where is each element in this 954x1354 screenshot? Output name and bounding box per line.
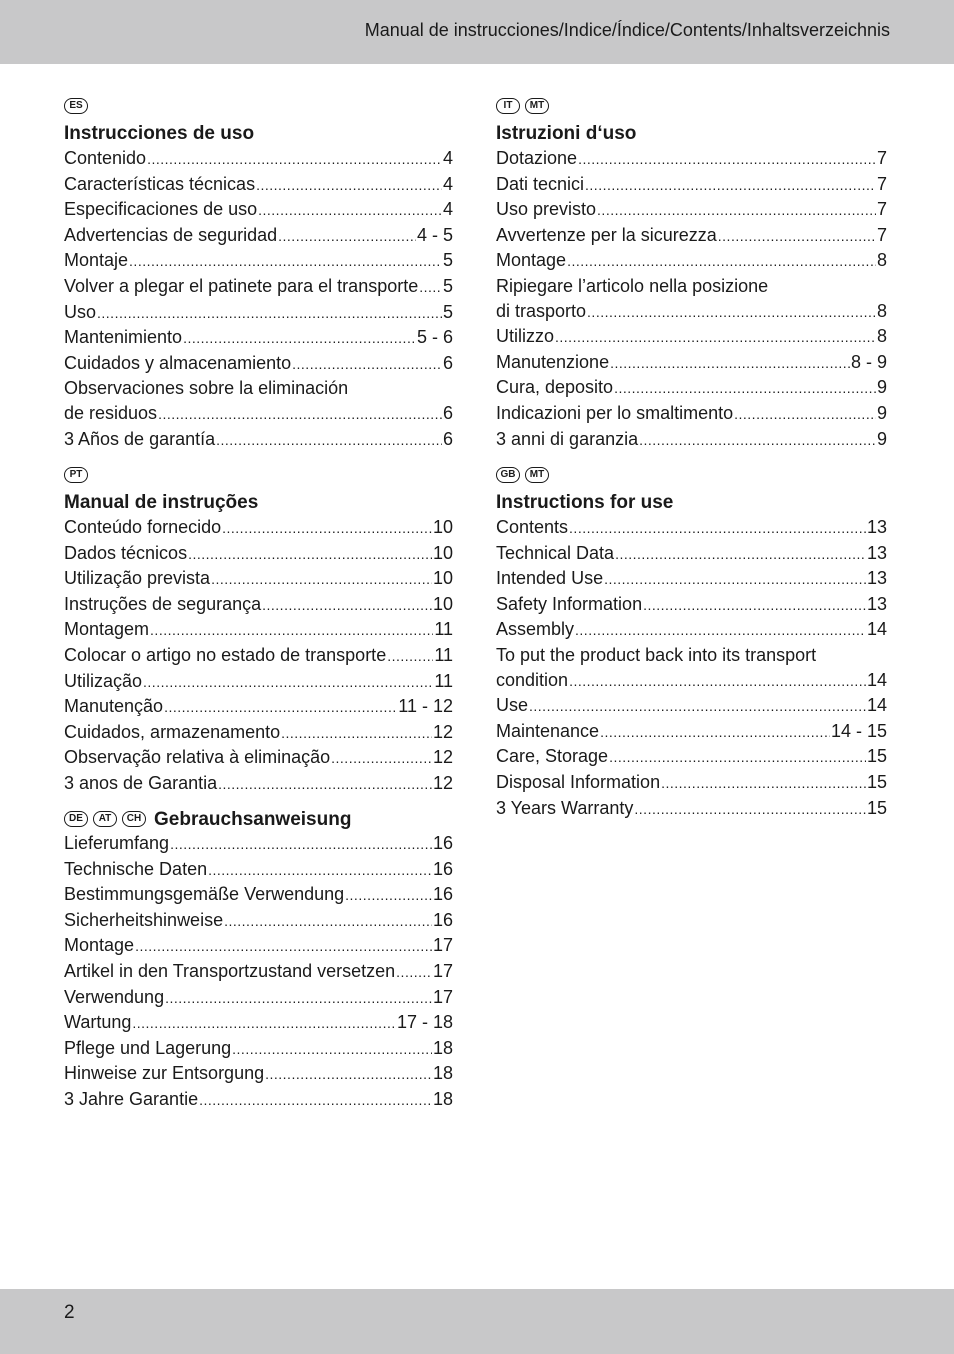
dot-leader [97,301,442,326]
toc-entry [496,375,887,401]
dot-leader [164,695,397,720]
toc-page-number: 14 [866,619,887,640]
toc-entry-text: Montage [64,935,135,956]
toc-page-number: 11 - 12 [398,696,453,717]
toc-section-it [496,94,887,452]
dot-leader [661,771,866,796]
language-badges [496,94,887,118]
toc-entry [64,1036,453,1062]
toc-page-number: 11 [434,670,453,691]
toc-page-number: 8 [876,326,887,347]
dot-leader [143,670,433,695]
dot-leader [211,567,432,592]
toc-entry [496,146,887,172]
toc-entry [64,300,453,326]
toc-entry [496,617,887,643]
dot-leader [555,325,876,350]
toc-list [496,146,887,452]
toc-entry-text: Hinweise zur Entsorgung [64,1063,265,1084]
toc-page-number: 16 [432,858,453,879]
toc-page-number: 11 [434,644,453,665]
toc-page-number: 8 - 9 [850,351,887,372]
dot-leader [604,567,866,592]
toc-entry-text-continued: condition [496,669,569,690]
toc-entry-text: Cura, deposito [496,377,614,398]
toc-section-es [64,94,453,452]
toc-page-number: 5 [442,275,453,296]
toc-page-number: 4 [442,173,453,194]
toc-entry-text: Cuidados, armazenamento [64,721,281,742]
toc-page-number: 7 [876,148,887,168]
toc-list [64,515,453,797]
toc-page-number: 17 [432,935,453,956]
toc-entry-text: 3 Years Warranty [496,797,634,818]
toc-entry-text: Utilizzo [496,326,555,347]
language-badge-pt: PT [64,467,88,483]
dot-leader [222,516,432,541]
toc-entry [64,1087,453,1113]
dot-leader [585,173,876,198]
section-title: Instrucciones de uso [64,123,255,144]
toc-page-number: 9 [876,428,887,449]
language-badge-mt: MT [525,467,549,483]
toc-entry-text: Lieferumfang [64,833,170,853]
toc-list [64,831,453,1113]
toc-page-number: 8 [876,300,887,321]
toc-entry-text: Volver a plegar el patinete para el transporte [64,275,419,296]
toc-entry [64,197,453,223]
dot-leader [281,721,432,746]
toc-entry-text: Assembly [496,619,575,640]
section-title: Istruzioni d‘uso [496,123,637,144]
dot-leader [615,542,866,567]
toc-entry [64,1061,453,1087]
toc-entry-text: Uso [64,301,97,322]
dot-leader [208,858,432,883]
header-bar [0,0,954,64]
toc-entry [64,694,453,720]
language-badges [496,463,887,487]
toc-entry-text: Safety Information [496,593,643,614]
toc-entry [64,857,453,883]
language-badge-es: ES [64,98,88,114]
toc-page-number: 10 [432,542,453,563]
dot-leader [218,772,432,797]
toc-entry-text: Pflege und Lagerung [64,1037,232,1058]
toc-page-number: 6 [442,428,453,449]
toc-entry-text: Contenido [64,148,147,168]
toc-page-number: 9 [876,377,887,398]
dot-leader [278,224,416,249]
toc-entry-text: To put the product back into its transport [496,644,817,665]
dot-leader [529,694,866,719]
dot-leader [718,224,876,249]
language-badges [64,94,453,118]
toc-entry-text: Conteúdo fornecido [64,517,222,537]
language-badge-mt: MT [525,98,549,114]
toc-entry-text: Instruções de segurança [64,593,262,614]
toc-entry [496,515,887,541]
dot-leader [639,428,876,453]
language-badge-ch: CH [122,811,146,827]
toc-page-number: 10 [432,593,453,614]
dot-leader [150,618,433,643]
dot-leader [165,986,432,1011]
toc-entry-text: 3 Años de garantía [64,428,216,449]
dot-leader [643,593,866,618]
dot-leader [331,746,432,771]
toc-entry [64,592,453,618]
toc-entry-text: Advertencias de seguridad [64,224,278,245]
toc-page-number: 5 [442,301,453,322]
dot-leader [569,669,866,694]
toc-page-number: 14 [866,695,887,716]
toc-entry-text: Uso previsto [496,199,597,220]
toc-entry [496,668,887,694]
toc-entry-text: Avvertenze per la sicurezza [496,224,717,245]
toc-page-number: 16 [432,833,453,853]
toc-entry-text: Wartung [64,1012,132,1033]
dot-leader [575,618,866,643]
toc-entry [496,541,887,567]
toc-entry-text: Technische Daten [64,858,208,879]
toc-page-number: 15 [866,771,887,792]
toc-page-number: 18 [432,1037,453,1058]
toc-entry-text: Manutenção [64,696,164,717]
toc-entry-text: Sicherheitshinweise [64,909,224,930]
dot-leader [224,909,432,934]
section-title: Instructions for use [496,492,674,513]
toc-entry [496,401,887,427]
toc-entry [496,427,887,453]
toc-page-number: 15 [866,797,887,818]
toc-page-number: 14 [866,669,887,690]
dot-leader [610,351,850,376]
dot-leader [188,542,432,567]
toc-entry [64,351,453,377]
toc-entry [496,744,887,770]
toc-page-number: 16 [432,884,453,905]
toc-entry-text: Montage [496,250,567,271]
dot-leader [199,1088,432,1113]
toc-page-number: 13 [866,542,887,563]
toc-entry-text: Bestimmungsgemäße Verwendung [64,884,345,905]
toc-entry-text: Montagem [64,619,150,640]
toc-entry [64,831,453,857]
toc-entry [64,427,453,453]
toc-entry [64,882,453,908]
dot-leader [292,352,442,377]
toc-page-number: 10 [432,517,453,537]
toc-page-number: 12 [432,721,453,742]
toc-entry [64,172,453,198]
toc-page-number: 11 [434,619,453,640]
dot-leader [345,883,432,908]
toc-entry-text: Intended Use [496,568,604,589]
dot-leader [158,402,442,427]
toc-page-number: 4 [442,148,453,168]
toc-entry-text: Montaje [64,250,129,271]
toc-entry [64,771,453,797]
toc-entry [64,541,453,567]
toc-entry-text: Mantenimiento [64,327,183,348]
dot-leader [232,1037,432,1062]
toc-page-number: 17 [432,960,453,981]
toc-page-number: 6 [442,402,453,423]
toc-entry-text: Use [496,695,529,716]
toc-entry-text: Indicazioni per lo smaltimento [496,402,734,423]
dot-leader [614,376,876,401]
dot-leader [147,147,442,172]
dot-leader [567,249,876,274]
toc-entry-text: 3 Jahre Garantie [64,1088,199,1109]
toc-section-de [64,807,453,1113]
toc-entry-text: Cuidados y almacenamiento [64,352,292,373]
dot-leader [578,147,876,172]
dot-leader [634,797,866,822]
language-badges [64,807,453,831]
toc-page-number: 10 [432,568,453,589]
toc-entry-text: 3 anni di garanzia [496,428,639,449]
toc-entry [64,933,453,959]
toc-page-number: 16 [432,909,453,930]
dot-leader [170,832,432,857]
toc-page-number: 7 [876,173,887,194]
toc-entry [496,719,887,745]
page-header-title: Manual de instrucciones/Indice/Índice/Contents/Inhaltsverzeichnis [364,20,890,40]
toc-entry [496,770,887,796]
toc-entry-text: Colocar o artigo no estado de transporte [64,644,387,665]
toc-entry-text: Manutenzione [496,351,610,372]
toc-entry-text: Utilização prevista [64,568,211,589]
toc-list [64,146,453,452]
toc-page-number: 7 [876,224,887,245]
language-badge-gb: GB [496,467,520,483]
toc-entry [496,248,887,274]
toc-page-number: 17 [432,986,453,1007]
toc-entry [64,959,453,985]
page-number: 2 [64,1302,75,1323]
toc-entry [496,324,887,350]
toc-page-number: 15 [866,746,887,767]
toc-entry-text: Artikel in den Transportzustand versetzen [64,960,396,981]
toc-entry-text: Dados técnicos [64,542,188,563]
dot-leader [132,1011,396,1036]
toc-entry [64,669,453,695]
toc-entry [496,223,887,249]
toc-entry-text: Especificaciones de uso [64,199,258,220]
toc-entry [64,745,453,771]
toc-entry [496,350,887,376]
toc-entry [496,566,887,592]
toc-page-number: 4 - 5 [416,224,453,245]
dot-leader [262,593,432,618]
toc-page-number: 13 [866,593,887,614]
toc-page-number: 5 - 6 [416,327,453,348]
toc-page-number: 9 [876,402,887,423]
toc-entry-text: Maintenance [496,720,600,741]
toc-entry-text: Contents [496,517,569,537]
toc-page-number: 12 [432,772,453,793]
toc-page-number: 12 [432,747,453,768]
toc-entry [64,1010,453,1036]
toc-entry-text: Observação relativa à eliminação [64,747,331,768]
dot-leader [597,198,876,223]
toc-entry [64,274,453,300]
toc-entry [64,248,453,274]
toc-entry [64,515,453,541]
toc-page-number: 18 [432,1063,453,1084]
dot-leader [587,300,876,325]
toc-entry-text: Observaciones sobre la eliminación [64,378,349,399]
toc-entry-text-continued: di trasporto [496,300,587,321]
toc-entry [64,720,453,746]
toc-entry-text: Características técnicas [64,173,256,194]
toc-page-number: 6 [442,352,453,373]
footer-bar [0,1289,954,1354]
toc-page-number: 13 [866,517,887,537]
toc-entry [64,566,453,592]
dot-leader [129,249,442,274]
toc-entry-text: Ripiegare l’articolo nella posizione [496,275,769,296]
dot-leader [216,428,442,453]
dot-leader [419,275,442,300]
toc-entry [496,172,887,198]
toc-entry [64,325,453,351]
toc-page-number: 8 [876,250,887,271]
dot-leader [387,644,433,669]
toc-entry [496,693,887,719]
language-badges [64,463,453,487]
toc-page-number: 14 - 15 [830,720,887,741]
language-badge-de: DE [64,811,88,827]
toc-entry [64,643,453,669]
toc-page-number: 5 [442,250,453,271]
toc-entry-text: Disposal Information [496,771,661,792]
toc-section-gb [496,463,887,821]
dot-leader [258,198,442,223]
section-title: Manual de instruções [64,492,259,513]
toc-entry [64,223,453,249]
dot-leader [256,173,442,198]
toc-page-number: 17 - 18 [396,1012,453,1033]
dot-leader [569,516,866,541]
dot-leader [135,934,432,959]
toc-entry-text: Technical Data [496,542,615,563]
toc-entry-text: Utilização [64,670,143,691]
toc-entry-text: Dotazione [496,148,578,168]
toc-entry [64,401,453,427]
toc-entry [496,197,887,223]
toc-entry-text: Verwendung [64,986,165,1007]
toc-entry [64,985,453,1011]
dot-leader [600,720,830,745]
toc-entry-text-continued: de residuos [64,402,158,423]
dot-leader [183,326,416,351]
toc-entry [64,908,453,934]
toc-page-number: 4 [442,199,453,220]
language-badge-it: IT [496,98,520,114]
section-title: Gebrauchsanweisung [154,808,352,830]
dot-leader [609,745,866,770]
toc-entry [64,617,453,643]
toc-entry-text: Care, Storage [496,746,609,767]
toc-entry [496,299,887,325]
toc-entry-text: 3 anos de Garantia [64,772,218,793]
toc-entry [64,146,453,172]
language-badge-at: AT [93,811,117,827]
dot-leader [396,960,432,985]
toc-page-number: 7 [876,199,887,220]
dot-leader [734,402,876,427]
dot-leader [265,1062,432,1087]
toc-page-number: 18 [432,1088,453,1109]
toc-entry-text: Dati tecnici [496,173,585,194]
toc-list [496,515,887,821]
toc-section-pt [64,463,453,797]
toc-entry [496,592,887,618]
toc-page-number: 13 [866,568,887,589]
toc-entry [496,796,887,822]
